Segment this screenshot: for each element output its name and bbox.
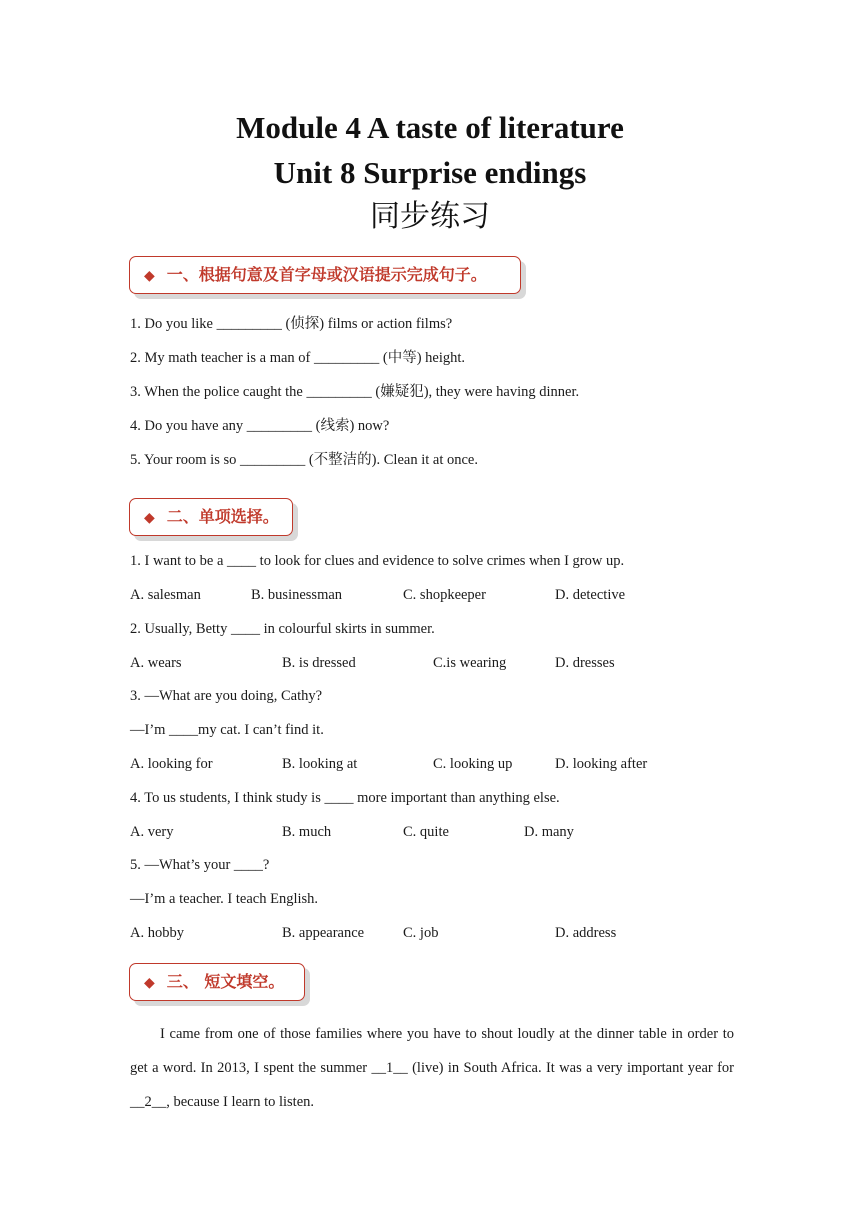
diamond-icon: ◆ bbox=[144, 268, 155, 284]
title-line-1: Module 4 A taste of literature bbox=[236, 110, 624, 145]
s1-item-3: 3. When the police caught the _________ (嫌疑犯), they were having dinner. bbox=[130, 384, 580, 400]
option-b: B. is dressed bbox=[282, 655, 356, 671]
option-a: A. very bbox=[130, 824, 174, 840]
s2-q5-answer: —I’m a teacher. I teach English. bbox=[130, 891, 319, 907]
s2-q1-options bbox=[130, 585, 730, 605]
section-3-heading-text: 三、 短文填空。 bbox=[166, 972, 285, 991]
option-a: A. wears bbox=[130, 655, 182, 671]
s2-q5-options bbox=[130, 923, 730, 943]
section-3-heading bbox=[129, 963, 305, 1001]
option-b: B. much bbox=[282, 824, 332, 840]
s2-q1: 1. I want to be a ____ to look for clues and evidence to solve crimes when I grow up. bbox=[130, 553, 625, 569]
s2-q3-answer: —I’m ____my cat. I can’t find it. bbox=[130, 722, 324, 738]
blank-1: __1__ bbox=[371, 1060, 408, 1076]
s1-item-4: 4. Do you have any _________ (线索) now? bbox=[130, 418, 390, 434]
option-c: C.is wearing bbox=[433, 655, 507, 671]
option-d: D. many bbox=[524, 824, 574, 840]
diamond-icon: ◆ bbox=[144, 510, 155, 526]
option-c: C. looking up bbox=[433, 756, 513, 772]
s2-q4-options bbox=[130, 822, 730, 842]
option-b: B. businessman bbox=[251, 587, 343, 603]
s2-q5-question: 5. —What’s your ____? bbox=[130, 857, 270, 873]
s1-item-2: 2. My math teacher is a man of _________ (中等) height. bbox=[130, 350, 466, 366]
option-c: C. job bbox=[403, 925, 439, 941]
option-d: D. detective bbox=[555, 587, 626, 603]
option-d: D. dresses bbox=[555, 655, 615, 671]
option-b: B. looking at bbox=[282, 756, 358, 772]
s2-q3-question: 3. —What are you doing, Cathy? bbox=[130, 688, 323, 704]
section-2-heading bbox=[129, 498, 293, 536]
s1-item-5: 5. Your room is so _________ (不整洁的). Clean it at once. bbox=[130, 452, 478, 468]
option-a: A. hobby bbox=[130, 925, 184, 941]
option-c: C. quite bbox=[403, 824, 449, 840]
diamond-icon: ◆ bbox=[144, 975, 155, 991]
title-line-2: Unit 8 Surprise endings bbox=[273, 155, 587, 190]
s2-q4: 4. To us students, I think study is ____ more important than anything else. bbox=[130, 790, 560, 806]
blank-2: __2__ bbox=[130, 1094, 167, 1110]
title-line-3: 同步练习 bbox=[370, 199, 490, 234]
s1-item-1: 1. Do you like _________ (侦探) films or action films? bbox=[130, 316, 453, 332]
option-b: B. appearance bbox=[282, 925, 365, 941]
option-c: C. shopkeeper bbox=[403, 587, 486, 603]
option-a: A. salesman bbox=[130, 587, 201, 603]
passage-text-2: (live) in South Africa. It was a very important year for bbox=[407, 1060, 734, 1076]
section-1-heading bbox=[129, 256, 521, 294]
s2-q3-options bbox=[130, 754, 730, 774]
option-a: A. looking for bbox=[130, 756, 213, 772]
option-d: D. looking after bbox=[555, 756, 648, 772]
passage-text-1: I came from one of those families where you have to shout loudly at the dinner table in order to get a word. In 2013, I spent the summer bbox=[130, 1026, 734, 1076]
option-d: D. address bbox=[555, 925, 617, 941]
s2-q2-options bbox=[130, 653, 730, 673]
section-2-heading-text: 二、单项选择。 bbox=[166, 507, 279, 526]
passage-text-3: , because I learn to listen. bbox=[166, 1094, 315, 1110]
section-1-heading-text: 一、根据句意及首字母或汉语提示完成句子。 bbox=[166, 265, 487, 284]
cloze-passage bbox=[130, 1017, 734, 1119]
s2-q2: 2. Usually, Betty ____ in colourful skirts in summer. bbox=[130, 621, 435, 637]
